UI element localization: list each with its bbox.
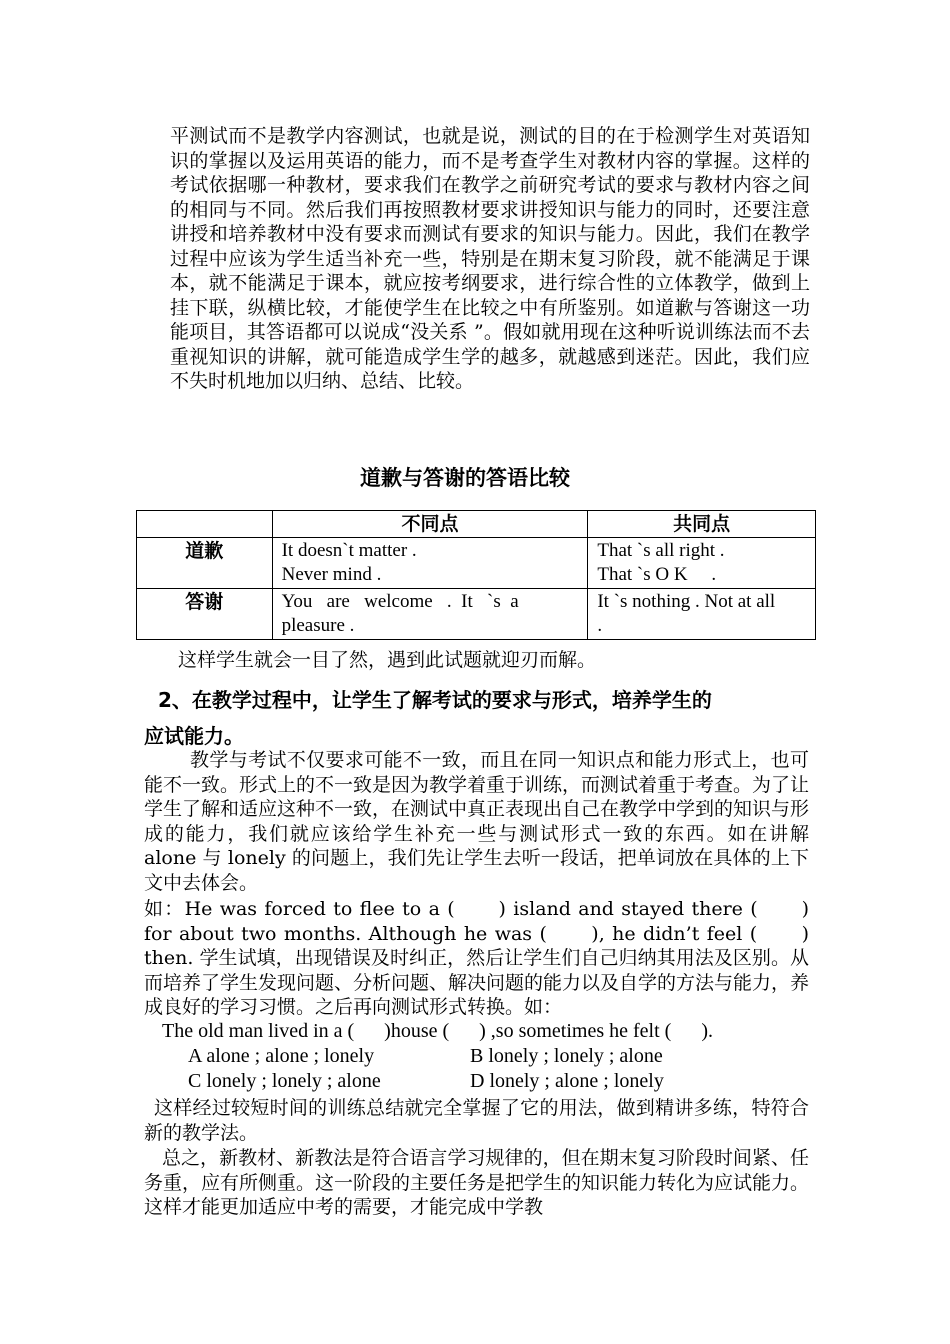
- paragraph-conclusion: 总之，新教材、新教法是符合语言学习规律的，但在期末复习阶段时间紧、任务重，应有所侧重。这一阶段的主要任务是把学生的知识能力转化为应试能力。这样才能更加适应中考的需要，才能完成中学教: [144, 1147, 810, 1218]
- paragraph-section2: 教学与考试不仅要求可能不一致，而且在同一知识点和能力形式上，也可能不一致。形式上的不一致是因为教学着重于训练，而测试着重于考查。为了让学生了解和适应这种不一致，在测试中真正表现出自己在教学中学到的知识与形成的能力，我们就应该给学生补充一些与测试形式一致的东西。如在讲解 alone 与 lonely 的问题上，我们先让学生去听一段话，把单词放在具体的上下文中去体会。: [144, 749, 810, 894]
- cell-line: pleasure .: [281, 615, 355, 636]
- row-label: 答谢: [137, 589, 273, 640]
- table-row: [137, 589, 816, 640]
- paragraph-summary: 这样经过较短时间的训练总结就完全掌握了它的用法，做到精讲多练，特符合新的教学法。: [144, 1097, 809, 1144]
- table-cell: [272, 589, 588, 640]
- cell-line: It `s nothing . Not at all: [597, 591, 776, 612]
- cell-line: You are welcome . It `s a: [281, 591, 519, 612]
- comparison-table: [136, 510, 816, 640]
- cell-line: That `s O K .: [597, 564, 717, 585]
- question-line: The old man lived in a ( )house ( ) ,so sometimes he felt ( ).: [162, 1020, 713, 1042]
- table-header-cell: 共同点: [588, 511, 816, 538]
- option-c: C lonely ; lonely ; alone: [188, 1070, 381, 1092]
- paragraph-after-table: 这样学生就会一目了然，遇到此试题就迎刃而解。: [178, 649, 597, 671]
- option-a: A alone ; alone ; lonely: [188, 1045, 375, 1067]
- row-label: 道歉: [137, 538, 273, 589]
- cell-line: That `s all right .: [597, 540, 725, 561]
- table-header-row: [137, 511, 816, 538]
- table-cell: [272, 538, 588, 589]
- table-row: [137, 538, 816, 589]
- table-title: 道歉与答谢的答语比较: [360, 466, 570, 490]
- paragraph-intro: 平测试而不是教学内容测试，也就是说，测试的目的在于检测学生对英语知识的掌握以及运用英语的能力，而不是考查学生对教材内容的掌握。这样的考试依据哪一种教材，要求我们在教学之前研究考试的要求与教材内容之间的相同与不同。然后我们再按照教材要求讲授知识与能力的同时，还要注意讲授和培养教材中没有要求而测试有要求的知识与能力。因此，我们在教学过程中应该为学生适当补充一些，特别是在期末复习阶段，就不能满足于课本，就不能满足于课本，就应按考纲要求，进行综合性的立体教学，做到上挂下联，纵横比较，才能使学生在比较之中有所鉴别。如道歉与答谢这一功能项目，其答语都可以说成“没关系 ”。假如就用现在这种听说训练法而不去重视知识的讲解，就可能造成学生学的越多，就越感到迷茫。因此，我们应不失时机地加以归纳、总结、比较。: [170, 125, 810, 392]
- option-d: D lonely ; alone ; lonely: [470, 1070, 664, 1092]
- table-cell: [588, 589, 816, 640]
- cell-line: Never mind .: [281, 564, 382, 585]
- cell-line: .: [597, 615, 603, 636]
- table-cell: [588, 538, 816, 589]
- paragraph-example: 如：He was forced to flee to a ( ) island and stayed there ( ) for about two months. Although he was ( ), he didn’t feel ( ) then. 学生试填，出现错误及时纠正，然后让学生们自己归纳其用法及区别。从而培养了学生发现问题、分析问题、解决问题的能力以及自学的方法与能力，养成良好的学习习惯。之后再向测试形式转换。如：: [144, 898, 816, 1018]
- section-heading: 2、在教学过程中，让学生了解考试的要求与形式，培养学生的: [158, 688, 712, 712]
- table-header-cell: 不同点: [272, 511, 588, 538]
- cell-line: It doesn`t matter .: [281, 540, 417, 561]
- section-heading-continued: 应试能力。: [144, 724, 244, 748]
- table-header-cell: [137, 511, 273, 538]
- option-b: B lonely ; lonely ; alone: [470, 1045, 663, 1067]
